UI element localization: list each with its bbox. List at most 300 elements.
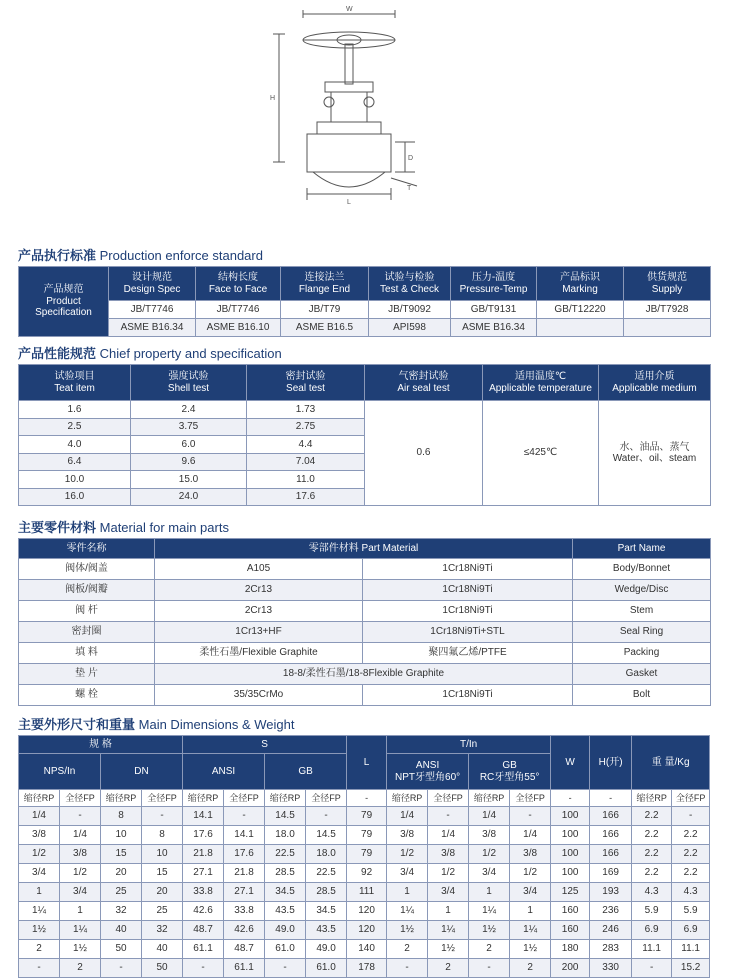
table-cell: 1/2 [510, 864, 551, 883]
table-cell: 166 [590, 807, 632, 826]
table-cell: 48.7 [224, 940, 265, 959]
table-cell: 1/4 [428, 826, 469, 845]
text-label: 产品标识 [560, 272, 600, 283]
table-cell: 33.8 [183, 883, 224, 902]
table-cell: 18.0 [306, 845, 347, 864]
table-cell: 2 [387, 940, 428, 959]
table-row [19, 826, 710, 845]
table-cell: 25 [142, 902, 183, 921]
col-air-seal-test [365, 365, 483, 401]
table-cell: 3/8 [387, 826, 428, 845]
sub-header-cell: 全径FP [306, 790, 347, 807]
header-l: L [347, 736, 387, 790]
text-label: Air seal test [397, 382, 450, 394]
table-cell: 140 [347, 940, 387, 959]
table-cell: Packing [573, 643, 711, 664]
table-cell: 180 [551, 940, 590, 959]
text-label: ANSI [415, 760, 440, 771]
table-cell: 3/4 [60, 883, 101, 902]
text-label: Test & Check [380, 283, 439, 295]
table-cell: 166 [590, 826, 632, 845]
table-cell: 10.0 [19, 471, 131, 489]
text-label: Shell test [167, 382, 210, 394]
text-label: RC牙型角55° [479, 771, 540, 783]
table-cell: 3/8 [60, 845, 101, 864]
table-cell: 2.5 [19, 418, 131, 436]
col-test-check [369, 267, 451, 301]
table-cell: 1.6 [19, 401, 131, 419]
table-cell: - [672, 807, 710, 826]
dim-label-l: L [347, 199, 351, 206]
sub-header-cell: 缩径RP [19, 790, 60, 807]
header-s-ansi: ANSI [183, 754, 265, 790]
sub-header-cell: - [590, 790, 632, 807]
table-cell: Bolt [573, 685, 711, 706]
header-dn: DN [101, 754, 183, 790]
text-label: GB [502, 760, 517, 771]
text-label: 强度试验 [168, 371, 209, 382]
table-cell: 6.9 [672, 921, 710, 940]
table-cell: 48.7 [183, 921, 224, 940]
table-cell: 15.2 [672, 959, 710, 978]
sub-header-cell: 缩径RP [387, 790, 428, 807]
table-cell: 120 [347, 921, 387, 940]
medium-value [599, 401, 711, 506]
table-cell: 2 [19, 940, 60, 959]
table-cell: 1¼ [469, 902, 510, 921]
table-cell: 5.9 [632, 902, 672, 921]
table-cell: 236 [590, 902, 632, 921]
text-label: Flange End [298, 283, 351, 295]
table-cell: 2.2 [672, 845, 710, 864]
table-cell: 43.5 [265, 902, 306, 921]
table-row [19, 921, 710, 940]
table-cell: 填 料 [19, 643, 155, 664]
table-row [19, 319, 711, 337]
text-label: Seal test [286, 382, 325, 394]
table-cell: 11.0 [247, 471, 365, 489]
dim-label-w: W [346, 6, 353, 13]
table-cell: 4.0 [19, 436, 131, 454]
table-cell: 2.2 [632, 864, 672, 883]
table-cell: 20 [101, 864, 142, 883]
table-cell: JB/T9092 [369, 301, 451, 319]
sub-header-row [19, 790, 710, 807]
section-title-en: Chief property and specification [99, 346, 282, 361]
table-cell: - [19, 959, 60, 978]
table-row [19, 685, 711, 706]
table-cell: 42.6 [224, 921, 265, 940]
table-cell: 32 [101, 902, 142, 921]
table-cell: 1 [60, 902, 101, 921]
table-cell: A105 [155, 559, 363, 580]
table-cell: 14.5 [265, 807, 306, 826]
table-cell: 1Cr18Ni9Ti [363, 559, 573, 580]
text-label: Applicable medium [612, 382, 697, 394]
table-cell: 100 [551, 826, 590, 845]
table-cell: 5.9 [672, 902, 710, 921]
table-cell: 11.1 [672, 940, 710, 959]
table-cell: 3/8 [510, 845, 551, 864]
header-nps: NPS/In [19, 754, 101, 790]
table-cell: 17.6 [183, 826, 224, 845]
table-cell: 3/8 [469, 826, 510, 845]
table-cell: Wedge/Disc [573, 580, 711, 601]
table-cell: 2Cr13 [155, 601, 363, 622]
sub-header-cell: 缩径RP [632, 790, 672, 807]
table-cell: 160 [551, 902, 590, 921]
table-cell: JB/T7928 [624, 301, 711, 319]
table-cell: 1.73 [247, 401, 365, 419]
table-cell: 20 [142, 883, 183, 902]
table-cell: 1/4 [60, 826, 101, 845]
text-label: Teat item [54, 382, 95, 394]
text-label: 试验与检验 [384, 272, 435, 283]
table-cell: 1/2 [19, 845, 60, 864]
text-label: 试验项目 [54, 371, 95, 382]
table-cell: 246 [590, 921, 632, 940]
text-label: Design Spec [123, 283, 181, 295]
sub-header-cell: 全径FP [224, 790, 265, 807]
table-cell: 1/2 [428, 864, 469, 883]
table-cell: 18.0 [265, 826, 306, 845]
table-cell: 阀板/阀瓣 [19, 580, 155, 601]
table-cell: 14.1 [224, 826, 265, 845]
table-row [19, 580, 711, 601]
table-cell: 1 [428, 902, 469, 921]
table-cell: 1Cr18Ni9Ti [363, 601, 573, 622]
col-flange-end [281, 267, 369, 301]
text-label: 产品规范 [43, 284, 84, 296]
table-cell: 27.1 [224, 883, 265, 902]
enforce-table [18, 266, 711, 337]
section-title-enforce [18, 245, 263, 264]
table-cell: 1Cr13+HF [155, 622, 363, 643]
table-cell: 3/4 [387, 864, 428, 883]
table-cell: 1/2 [469, 845, 510, 864]
table-cell: 1/2 [387, 845, 428, 864]
section-title-cn: 产品性能规范 [18, 346, 97, 361]
table-cell: 17.6 [247, 488, 365, 506]
sub-header-cell: 全径FP [60, 790, 101, 807]
section-title-en: Material for main parts [99, 520, 229, 535]
header-weight: 重 量/Kg [632, 736, 710, 790]
table-cell: 密封圈 [19, 622, 155, 643]
text-label: 适用介质 [634, 371, 675, 382]
table-cell: 42.6 [183, 902, 224, 921]
table-cell: 120 [347, 902, 387, 921]
material-table [18, 538, 711, 706]
table-cell: 2 [428, 959, 469, 978]
section-title-en: Production enforce standard [99, 248, 263, 263]
table-cell: 15.0 [131, 471, 247, 489]
table-cell: 4.3 [672, 883, 710, 902]
table-cell: 3/4 [510, 883, 551, 902]
table-cell: 3/4 [428, 883, 469, 902]
text-label: 水、油品、蒸气 [619, 441, 690, 453]
text-label: Face to Face [208, 283, 268, 295]
table-cell: 1½ [469, 921, 510, 940]
table-cell: JB/T7746 [196, 301, 281, 319]
table-cell: 40 [142, 940, 183, 959]
table-cell: 7.04 [247, 453, 365, 471]
text-label: 气密封试验 [398, 371, 449, 382]
table-cell: 22.5 [265, 845, 306, 864]
table-cell: 1 [387, 883, 428, 902]
table-cell: GB/T9131 [451, 301, 537, 319]
table-cell: 49.0 [306, 940, 347, 959]
col-applicable-medium [599, 365, 711, 401]
air-seal-value: 0.6 [365, 401, 483, 506]
table-cell: 3/8 [428, 845, 469, 864]
col-test-item [19, 365, 131, 401]
table-row [19, 301, 711, 319]
header-t-ansi [387, 754, 469, 790]
section-title-cn: 主要零件材料 [18, 520, 97, 535]
table-cell: - [101, 959, 142, 978]
text-label: Water、oil、steam [612, 453, 697, 464]
table-cell: 阀 杆 [19, 601, 155, 622]
text-label: 压力-温度 [471, 272, 516, 283]
table-cell: 1¼ [428, 921, 469, 940]
table-cell: - [60, 807, 101, 826]
table-cell: 100 [551, 845, 590, 864]
table-row [19, 959, 710, 978]
table-cell: 92 [347, 864, 387, 883]
table-cell: 1 [510, 902, 551, 921]
table-cell: 27.1 [183, 864, 224, 883]
table-cell [624, 319, 711, 337]
table-cell: 1¼ [60, 921, 101, 940]
dim-label-t: T [407, 185, 412, 192]
col-face-to-face [196, 267, 281, 301]
table-cell: 2.4 [131, 401, 247, 419]
table-cell: 9.6 [131, 453, 247, 471]
text-label: 结构长度 [218, 272, 258, 283]
header-t: T/In [387, 736, 551, 754]
table-cell: 17.6 [224, 845, 265, 864]
table-cell: 1/4 [387, 807, 428, 826]
table-cell: 125 [551, 883, 590, 902]
table-cell: 10 [142, 845, 183, 864]
table-cell: 4.3 [632, 883, 672, 902]
text-label: Supply [651, 283, 683, 295]
table-cell: 3/8 [19, 826, 60, 845]
table-cell: 14.1 [183, 807, 224, 826]
table-row [19, 807, 710, 826]
property-table [18, 364, 711, 506]
table-cell: 2Cr13 [155, 580, 363, 601]
table-row [19, 664, 711, 685]
header-spec: 规 格 [19, 736, 183, 754]
table-cell: 40 [101, 921, 142, 940]
table-cell: 18-8/柔性石墨/18-8Flexible Graphite [155, 664, 573, 685]
sub-header-cell: - [551, 790, 590, 807]
table-cell: 1½ [387, 921, 428, 940]
table-cell: - [428, 807, 469, 826]
table-cell: - [387, 959, 428, 978]
table-cell: 1 [469, 883, 510, 902]
col-material: 零部件材料 Part Material [155, 539, 573, 559]
col-part: 零件名称 [19, 539, 155, 559]
table-cell: 79 [347, 845, 387, 864]
table-cell: 15 [101, 845, 142, 864]
table-row [19, 940, 710, 959]
table-cell: 21.8 [183, 845, 224, 864]
table-cell: 24.0 [131, 488, 247, 506]
dim-label-h: H [270, 95, 276, 102]
table-cell: 1/4 [19, 807, 60, 826]
table-cell: 6.0 [131, 436, 247, 454]
table-cell: 螺 栓 [19, 685, 155, 706]
table-cell: 1½ [510, 940, 551, 959]
table-cell: JB/T79 [281, 301, 369, 319]
table-row [19, 401, 711, 419]
table-cell: 79 [347, 826, 387, 845]
sub-header-cell: 全径FP [142, 790, 183, 807]
col-marking [537, 267, 624, 301]
table-cell: 50 [142, 959, 183, 978]
table-cell: 50 [101, 940, 142, 959]
header-s-gb: GB [265, 754, 347, 790]
sub-header-cell: 缩径RP [183, 790, 224, 807]
table-cell: 33.8 [224, 902, 265, 921]
table-cell: 61.1 [183, 940, 224, 959]
table-cell: 2.2 [632, 826, 672, 845]
dim-label-d: D [408, 155, 414, 162]
table-cell: 15 [142, 864, 183, 883]
col-design-spec [109, 267, 196, 301]
table-cell: 100 [551, 864, 590, 883]
section-title-en: Main Dimensions & Weight [138, 717, 295, 732]
table-cell: 8 [101, 807, 142, 826]
table-cell: 1/4 [510, 826, 551, 845]
table-cell: 3/4 [469, 864, 510, 883]
table-cell [537, 319, 624, 337]
table-cell: - [142, 807, 183, 826]
product-spec-header [19, 267, 109, 337]
table-cell: 22.5 [306, 864, 347, 883]
table-cell: API598 [369, 319, 451, 337]
table-cell: ASME B16.34 [451, 319, 537, 337]
text-label: Applicable temperature [489, 382, 592, 394]
table-row [19, 883, 710, 902]
table-cell: 6.4 [19, 453, 131, 471]
sub-header-cell: 缩径RP [469, 790, 510, 807]
col-part-name: Part Name [573, 539, 711, 559]
header-t-gb [469, 754, 551, 790]
sub-header-cell: - [347, 790, 387, 807]
table-cell: 4.4 [247, 436, 365, 454]
table-cell: 2.2 [672, 826, 710, 845]
table-cell: 1¼ [510, 921, 551, 940]
table-cell: 2.2 [632, 845, 672, 864]
table-cell: 10 [101, 826, 142, 845]
sub-header-cell: 缩径RP [265, 790, 306, 807]
table-cell: 43.5 [306, 921, 347, 940]
sub-header-cell: 缩径RP [101, 790, 142, 807]
table-cell: 283 [590, 940, 632, 959]
col-supply [624, 267, 711, 301]
table-cell: - [183, 959, 224, 978]
table-cell: 柔性石墨/Flexible Graphite [155, 643, 363, 664]
table-cell: 61.1 [224, 959, 265, 978]
table-row [19, 643, 711, 664]
table-cell: 178 [347, 959, 387, 978]
table-cell: 1¼ [19, 902, 60, 921]
table-cell: ASME B16.5 [281, 319, 369, 337]
text-label: NPT牙型角60° [395, 771, 461, 783]
table-cell: 32 [142, 921, 183, 940]
sub-header-cell: 全径FP [428, 790, 469, 807]
text-label: Product Specification [35, 295, 92, 319]
table-cell: 28.5 [306, 883, 347, 902]
table-cell: 2.75 [247, 418, 365, 436]
table-cell: 垫 片 [19, 664, 155, 685]
text-label: 适用温度℃ [514, 371, 567, 382]
table-row [19, 559, 711, 580]
table-cell: 111 [347, 883, 387, 902]
section-title-dimensions [18, 714, 294, 733]
table-cell: 8 [142, 826, 183, 845]
table-cell: 21.8 [224, 864, 265, 883]
table-cell: 1/2 [60, 864, 101, 883]
table-cell: Seal Ring [573, 622, 711, 643]
table-cell: 330 [590, 959, 632, 978]
table-cell: 2 [469, 940, 510, 959]
table-cell: 2 [510, 959, 551, 978]
table-cell: Body/Bonnet [573, 559, 711, 580]
header-h: H(开) [590, 736, 632, 790]
table-cell: 169 [590, 864, 632, 883]
table-row [19, 902, 710, 921]
header-s: S [183, 736, 347, 754]
text-label: 设计规范 [132, 272, 172, 283]
table-cell: 3/4 [19, 864, 60, 883]
table-cell: 61.0 [265, 940, 306, 959]
table-cell: 1Cr18Ni9Ti [363, 580, 573, 601]
table-cell: Stem [573, 601, 711, 622]
table-cell: - [265, 959, 306, 978]
table-cell: Gasket [573, 664, 711, 685]
table-cell: 3.75 [131, 418, 247, 436]
table-cell: 193 [590, 883, 632, 902]
table-row [19, 864, 710, 883]
table-cell: 28.5 [265, 864, 306, 883]
table-cell: 16.0 [19, 488, 131, 506]
header-w: W [551, 736, 590, 790]
table-cell: 1½ [428, 940, 469, 959]
table-cell: ASME B16.34 [109, 319, 196, 337]
table-cell: JB/T7746 [109, 301, 196, 319]
col-applicable-temperature [483, 365, 599, 401]
text-label: 密封试验 [285, 371, 326, 382]
sub-header-cell: 全径FP [510, 790, 551, 807]
table-cell: - [224, 807, 265, 826]
table-cell: 34.5 [265, 883, 306, 902]
table-cell: 聚四氟乙烯/PTFE [363, 643, 573, 664]
table-cell: 100 [551, 807, 590, 826]
table-row [19, 622, 711, 643]
col-seal-test [247, 365, 365, 401]
table-cell: GB/T12220 [537, 301, 624, 319]
section-title-property [18, 343, 282, 362]
sub-header-cell: 全径FP [672, 790, 710, 807]
table-cell: 2.2 [632, 807, 672, 826]
section-title-cn: 产品执行标准 [18, 248, 97, 263]
table-cell: - [510, 807, 551, 826]
table-cell: 1½ [60, 940, 101, 959]
